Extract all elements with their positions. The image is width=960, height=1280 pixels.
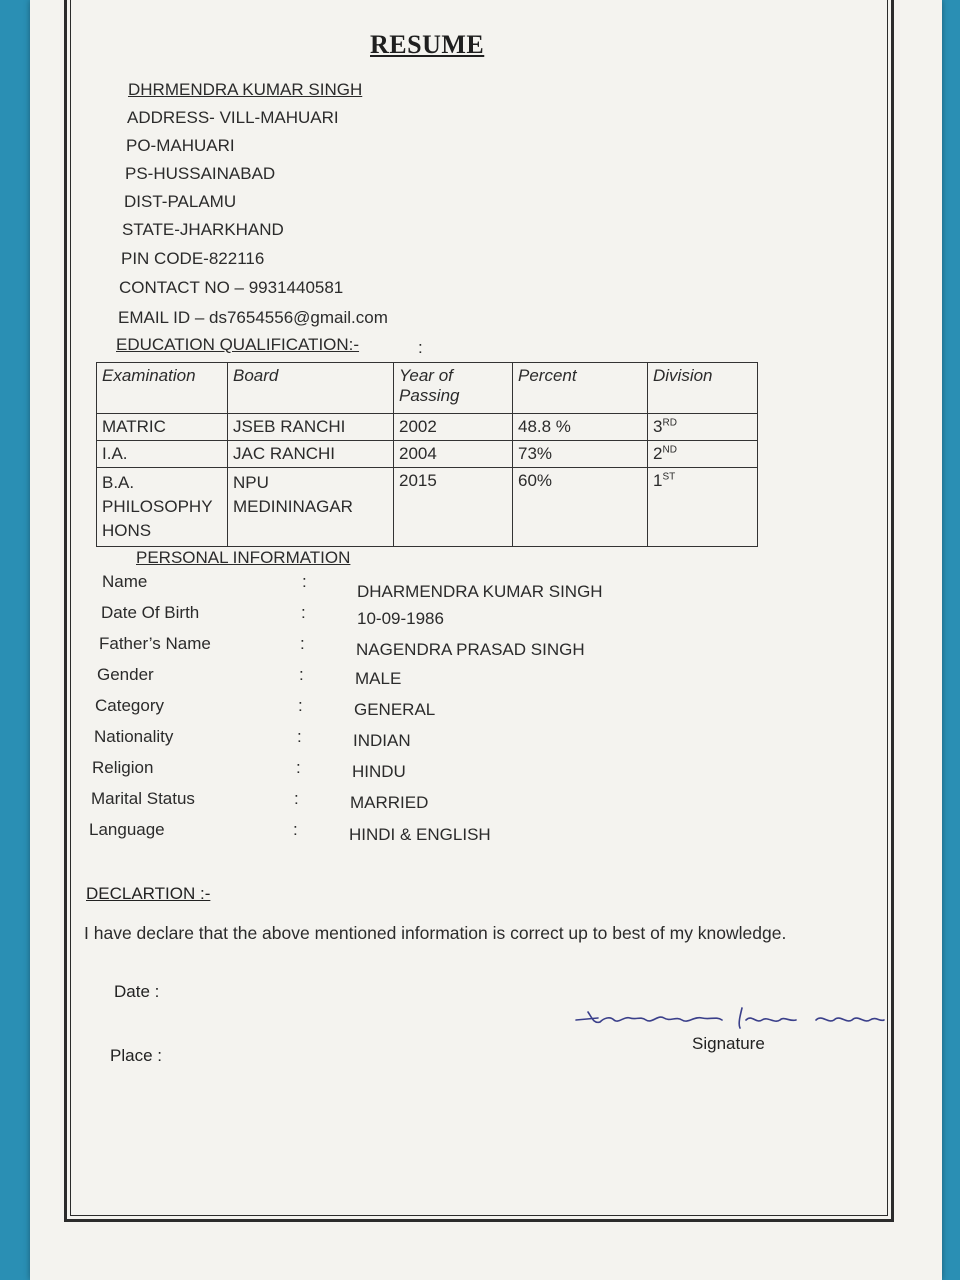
field-colon: :	[293, 820, 298, 839]
cell-exam: B.A. PHILOSOPHY HONS	[97, 468, 228, 547]
cell-division	[648, 441, 758, 468]
field-label: Marital Status	[91, 789, 195, 808]
field-colon: :	[302, 572, 307, 591]
field-label: Date Of Birth	[101, 603, 200, 622]
place-label: Place :	[110, 1046, 162, 1065]
list-item	[90, 789, 730, 820]
education-header-row	[97, 363, 758, 414]
field-value: HINDU	[352, 762, 406, 781]
cell-exam: I.A.	[97, 441, 228, 468]
field-colon: :	[294, 789, 299, 808]
field-label: Nationality	[94, 727, 174, 746]
field-label: Religion	[92, 758, 154, 777]
cell-board: JAC RANCHI	[228, 441, 394, 468]
division-number: 1	[653, 471, 663, 490]
list-item	[90, 634, 730, 665]
cell-percent: 73%	[513, 441, 648, 468]
field-label: Father’s Name	[99, 634, 211, 653]
division-suffix: ST	[662, 471, 676, 483]
list-item	[90, 696, 730, 727]
po-line: PO-MAHUARI	[126, 136, 235, 155]
field-colon: :	[301, 603, 306, 622]
cell-division	[648, 468, 758, 547]
address-line: ADDRESS- VILL-MAHUARI	[127, 108, 339, 127]
cell-exam: MATRIC	[97, 414, 228, 441]
col-board: Board	[228, 363, 394, 414]
field-colon: :	[297, 727, 302, 746]
list-item	[90, 727, 730, 758]
list-item	[90, 572, 730, 603]
division-number: 2	[653, 444, 663, 463]
field-value: NAGENDRA PRASAD SINGH	[356, 640, 585, 659]
field-value: DHARMENDRA KUMAR SINGH	[357, 582, 603, 601]
col-division: Division	[648, 363, 758, 414]
field-label: Name	[102, 572, 148, 591]
list-item	[90, 758, 730, 789]
list-item	[90, 603, 730, 634]
state-line: STATE-JHARKHAND	[122, 220, 284, 239]
pin-line: PIN CODE-822116	[121, 249, 265, 268]
contact-line: CONTACT NO – 9931440581	[119, 278, 344, 297]
list-item	[90, 820, 730, 851]
cell-year: 2015	[394, 468, 513, 547]
education-heading-colon: :	[418, 338, 423, 357]
field-label: Gender	[97, 665, 154, 684]
field-value: HINDI & ENGLISH	[349, 825, 491, 844]
cell-percent: 48.8 %	[513, 414, 648, 441]
table-row	[97, 414, 758, 441]
field-value: 10-09-1986	[357, 609, 444, 628]
declaration-text: I have declare that the above mentioned information is correct up to best of my knowledge.	[84, 923, 787, 943]
field-label: Language	[89, 820, 165, 839]
ps-line: PS-HUSSAINABAD	[125, 164, 276, 183]
applicant-name-heading: DHRMENDRA KUMAR SINGH	[128, 80, 363, 99]
field-label: Category	[95, 696, 164, 715]
cell-year: 2004	[394, 441, 513, 468]
signature-label: Signature	[692, 1034, 765, 1053]
field-value: GENERAL	[354, 700, 436, 719]
table-row	[97, 441, 758, 468]
field-value: INDIAN	[353, 731, 411, 750]
field-colon: :	[296, 758, 301, 777]
col-percent: Percent	[513, 363, 648, 414]
dist-line: DIST-PALAMU	[124, 192, 237, 211]
field-colon: :	[298, 696, 303, 715]
field-value: MALE	[355, 669, 402, 688]
declaration-heading: DECLARTION :-	[86, 884, 211, 903]
cell-board: NPU MEDININAGAR	[228, 468, 394, 547]
cell-division	[648, 414, 758, 441]
division-suffix: RD	[662, 417, 677, 429]
field-value: MARRIED	[350, 793, 429, 812]
resume-title: RESUME	[370, 30, 485, 59]
education-heading: EDUCATION QUALIFICATION:-	[116, 335, 360, 354]
division-suffix: ND	[662, 444, 677, 456]
division-number: 3	[653, 417, 663, 436]
personal-info-heading: PERSONAL INFORMATION	[136, 548, 351, 567]
handwritten-signature	[570, 998, 890, 1038]
list-item	[90, 665, 730, 696]
cell-year: 2002	[394, 414, 513, 441]
cell-percent: 60%	[513, 468, 648, 547]
field-colon: :	[299, 665, 304, 684]
col-examination: Examination	[97, 363, 228, 414]
table-row	[97, 468, 758, 547]
education-table	[96, 362, 758, 547]
date-label: Date :	[114, 982, 160, 1001]
field-colon: :	[300, 634, 305, 653]
email-line: EMAIL ID – ds7654556@gmail.com	[118, 308, 388, 327]
col-year: Year of Passing	[394, 363, 513, 414]
cell-board: JSEB RANCHI	[228, 414, 394, 441]
personal-info-list	[90, 572, 730, 851]
